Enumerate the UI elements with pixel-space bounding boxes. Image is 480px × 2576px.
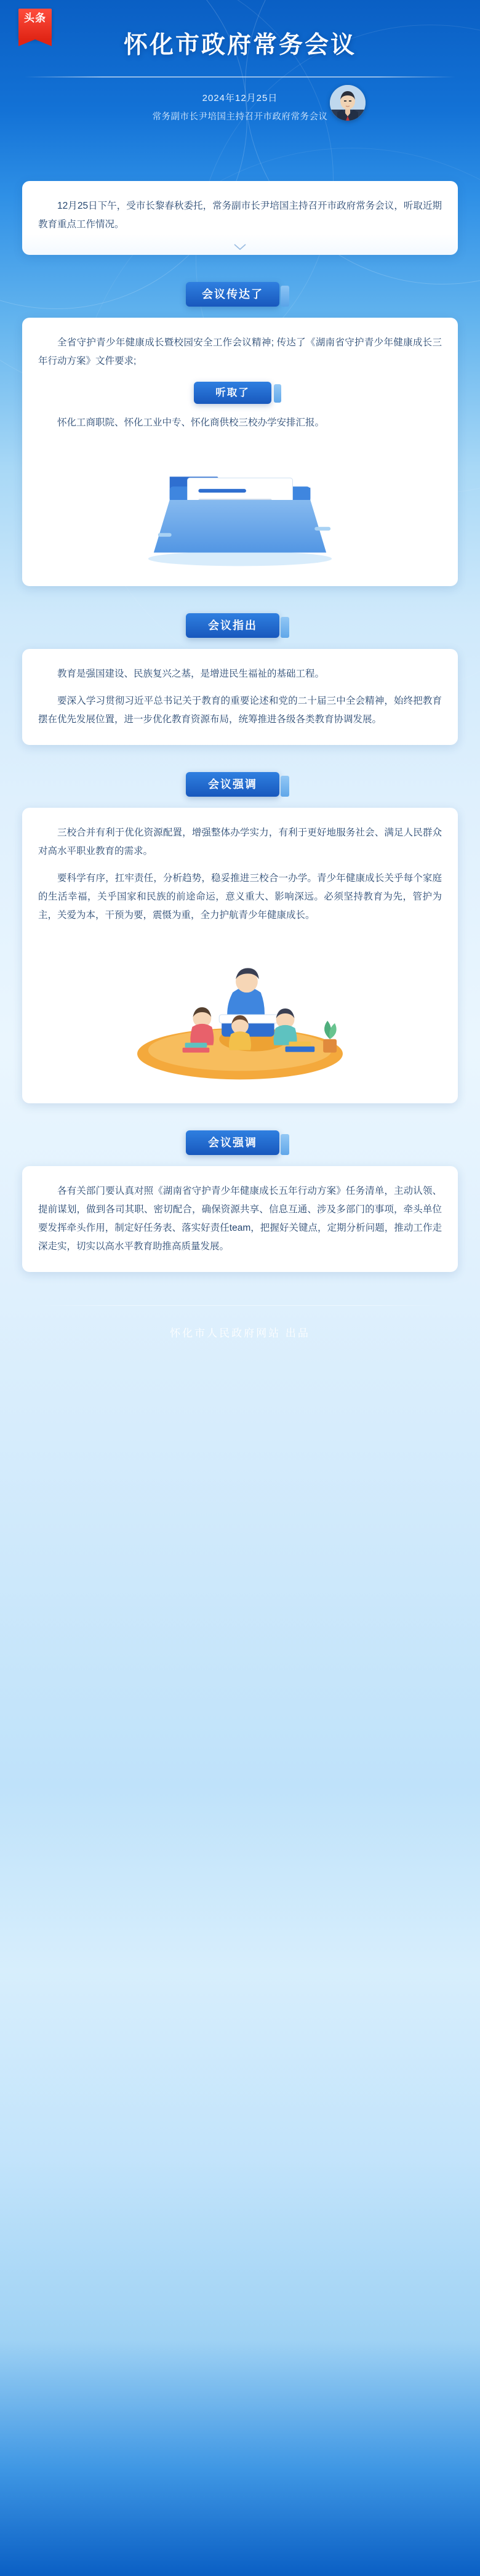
section-1-paragraph-1: 全省守护青少年健康成长暨校园安全工作会议精神; 传达了《湖南省守护青少年健康成长三年行动方案》文件要求; (38, 337, 442, 366)
section-heading-3-label: 会议强调 (186, 772, 279, 797)
heading-accent-bar (274, 384, 281, 403)
title-block (0, 26, 480, 78)
section-heading-3 (186, 772, 294, 797)
folder-documents-icon (38, 441, 442, 570)
section-3-paragraph-1: 三校合并有利于优化资源配置，增强整体办学实力，有利于更好地服务社会、满足人民群众对高水平职业教育的需求。 (38, 827, 442, 856)
title-divider (25, 76, 455, 78)
page-header (0, 0, 480, 166)
footer-divider (37, 1305, 443, 1306)
section-heading-1 (186, 282, 294, 307)
section-1-sub-heading-label: 听取了 (194, 382, 271, 404)
footer-text: 怀化市人民政府网站 出品 (170, 1327, 310, 1339)
heading-accent-bar (281, 286, 289, 307)
family-reading-icon (38, 933, 442, 1087)
section-heading-1-label: 会议传达了 (186, 282, 279, 307)
section-2-card (22, 649, 458, 745)
section-4-paragraph-1: 各有关部门要认真对照《湖南省守护青少年健康成长五年行动方案》任务清单，主动认领、提前谋划，做到各司其职、密切配合，确保资源共享、信息互通、涉及多部门的事项，牵头单位要发挥牵头作用，制定好任务表、落实好责任team，把握好关键点，定期分析问题，推动工作走深走实，切实以高水平教育助推高质量发展。 (38, 1186, 442, 1252)
section-1-card (22, 318, 458, 586)
section-heading-2 (186, 613, 294, 638)
intro-card (22, 181, 458, 255)
intro-paragraph: 12月25日下午，受市长黎春秋委托，常务副市长尹培国主持召开市政府常务会议，听取近期教育重点工作情况。 (38, 201, 442, 230)
section-3-paragraph-2: 要科学有序，扛牢责任，分析趋势，稳妥推进三校合一办学。青少年健康成长关乎每个家庭的生活幸福，关乎国家和民族的前途命运，意义重大、影响深远。必须坚持教育为先，管护为主，关爱为本，干预为要，震慑为重，全力护航青少年健康成长。 (38, 873, 442, 920)
section-2-paragraph-2: 要深入学习贯彻习近平总书记关于教育的重要论述和党的二十届三中全会精神，始终把教育摆在优先发展位置，进一步优化教育资源布局，统筹推进各级各类教育协调发展。 (38, 696, 442, 725)
section-heading-4-label: 会议强调 (186, 1130, 279, 1155)
folder-documents-illustration (38, 441, 442, 570)
section-heading-2-label: 会议指出 (186, 613, 279, 638)
section-heading-4 (186, 1130, 294, 1155)
section-2-paragraph-1: 教育是强国建设、民族复兴之基，是增进民生福祉的基础工程。 (57, 669, 325, 679)
section-4-card (22, 1166, 458, 1272)
meta-block (0, 91, 480, 123)
section-3-card (22, 808, 458, 1103)
chevron-down-icon[interactable] (234, 244, 246, 250)
headline-ribbon-badge: 头条 (18, 9, 52, 39)
section-1-sub-paragraph-1: 怀化工商职院、怀化工业中专、怀化商供校三校办学安排汇报。 (57, 417, 325, 428)
page-title: 怀化市政府常务会议 (123, 32, 356, 58)
page-footer (0, 1305, 480, 1391)
heading-accent-bar (281, 617, 289, 638)
family-reading-illustration (38, 933, 442, 1087)
heading-accent-bar (281, 776, 289, 797)
section-1-sub-heading (194, 382, 286, 404)
heading-accent-bar (281, 1134, 289, 1155)
meeting-subtitle: 常务副市长尹培国主持召开市政府常务会议 (152, 112, 328, 122)
meeting-date: 2024年12月25日 (202, 93, 278, 103)
